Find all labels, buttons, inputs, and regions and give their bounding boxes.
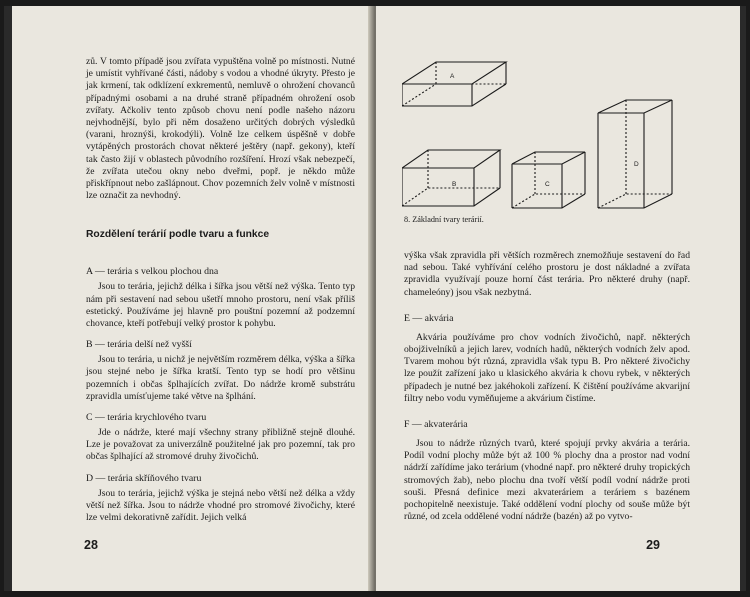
subsection-f-text: Jsou to nádrže různých tvarů, které spojují prvky akvária a terária. Podíl vodní plochy může být až 100 % plochy dna a prostor nad vodní nádrží zařídíme jako terárium (vhodné např. pro některé druhy tropických stromových žab), nebo plochu dna tvoří větší podíl vodní nádrže proti souši. Přesná definice mezi akvateráriem a teráriem s bazénem pochopitelně neexistuje. Také oddělení vodní plochy od souše může být různé, od zcela oddělené vodní nádrže (bazén) až po vytvo- <box>404 438 690 523</box>
terrarium-shape-a <box>402 62 506 106</box>
page-number-right: 29 <box>646 538 660 552</box>
terrarium-shapes-figure <box>402 58 690 213</box>
subsection-c-title: C — terária krychlového tvaru <box>86 412 207 424</box>
continuation-paragraph: výška však zpravidla při větších rozměrech znemožňuje sestavení do řad nad sebou. Také vyhřívání celého prostoru je dost nákladné a zvířata zpravidla využívají pouze horní část terária. Pro některé druhy (např. chameleóny) jsou však nezbytná. <box>404 250 690 298</box>
terrarium-shape-c <box>512 152 585 208</box>
right-page <box>376 6 740 591</box>
figure-caption: 8. Základní tvary terárií. <box>404 215 484 224</box>
subsection-a-text: Jsou to terária, jejichž délka i šířka jsou větší než výška. Tento typ nám při sestavení nad sebou ušetří mnoho prostoru, není však příliš estetický. Používáme jej hlavně pro pouštní pozemní až podzemní chovance, kteří potřebují velký prostor k pohybu. <box>86 281 355 330</box>
terrarium-shapes-drawing <box>402 58 692 213</box>
shape-label-a: A <box>450 73 455 80</box>
subsection-d-title: D — terária skříňového tvaru <box>86 472 202 484</box>
shape-label-d: D <box>634 161 639 168</box>
subsection-b-text: Jsou to terária, u nichž je největším rozměrem délka, výška a šířka jsou stejné nebo je šířka kratší. Tento typ se hodí pro většinu pozemních i občas šplhajících zvířat. Do nádrže kromě substrátu zpravidla umísťujeme také větve na šplhání. <box>86 354 355 402</box>
shape-label-b: B <box>452 181 457 188</box>
section-heading: Rozdělení terárií podle tvaru a funkce <box>86 229 270 241</box>
subsection-e-title: E — akvária <box>404 312 454 324</box>
page-number-left: 28 <box>84 538 98 552</box>
subsection-c-text: Jde o nádrže, které mají všechny strany přibližně stejně dlouhé. Lze je považovat za univerzálně použitelné jak pro pozemní, tak pro občas šplhající až stromové druhy živočichů. <box>86 427 355 463</box>
left-page <box>12 6 374 591</box>
subsection-a-title: A — terária s velkou plochou dna <box>86 266 219 278</box>
shape-label-c: C <box>545 181 550 188</box>
subsection-f-title: F — akvaterária <box>404 419 468 431</box>
subsection-b-title: B — terária delší než vyšší <box>86 339 192 351</box>
terrarium-shape-d <box>598 100 672 208</box>
terrarium-shape-b <box>402 150 500 206</box>
subsection-e-text: Akvária používáme pro chov vodních živočichů, např. některých obojživelníků a jejich larev, vodních hadů, některých vodních želv apod. Tvarem mohou být různá, zpravidla však typu B. Pro některé živočichy lze použít zařízení jako u klasického akvária k chovu rybek, v některých případech je nutné bez jakéhokoli zařízení. K čištění používáme akvarijní filtry nebo vodu vyměňujeme a akvárium čistíme. <box>404 331 690 404</box>
intro-paragraph: zů. V tomto případě jsou zvířata vypuštěna volně po místnosti. Nutné je umístit vyhřívané části, nádoby s vodou a vhodné úkryty. Přesto je jak krmení, tak odklízení exkrementů, nemluvě o ohrožení chovanců případnými osobami a na druhé straně případném ohrožení osob zvířaty. Ačkoliv tento způsob chovu není podle našeho názoru nejvhodnější, bylo při něm dosaženo určitých dobrých výsledků (varani, hroznýši, krokodýli). Volně lze celkem úspěšně v dobře vytápěných prostorách chovat některé ještěry (např. gekony), kteří tak často žijí v oblastech původního rozšíření. Hrozí však nebezpečí, že zvířata utečou okny nebo dveřmi, popř. je někdo může přiskřípnout nebo zašlápnout. Chov pozemních želv volně v místnosti lze označit za nevhodný. <box>86 56 355 202</box>
subsection-d-text: Jsou to terária, jejichž výška je stejná nebo větší než délka a vždy větší než šířka. Jsou to nádrže vhodné pro stromové živočichy, které lze velmi dekorativně zařídit. Jejich velká <box>86 487 355 524</box>
open-book <box>4 6 746 591</box>
